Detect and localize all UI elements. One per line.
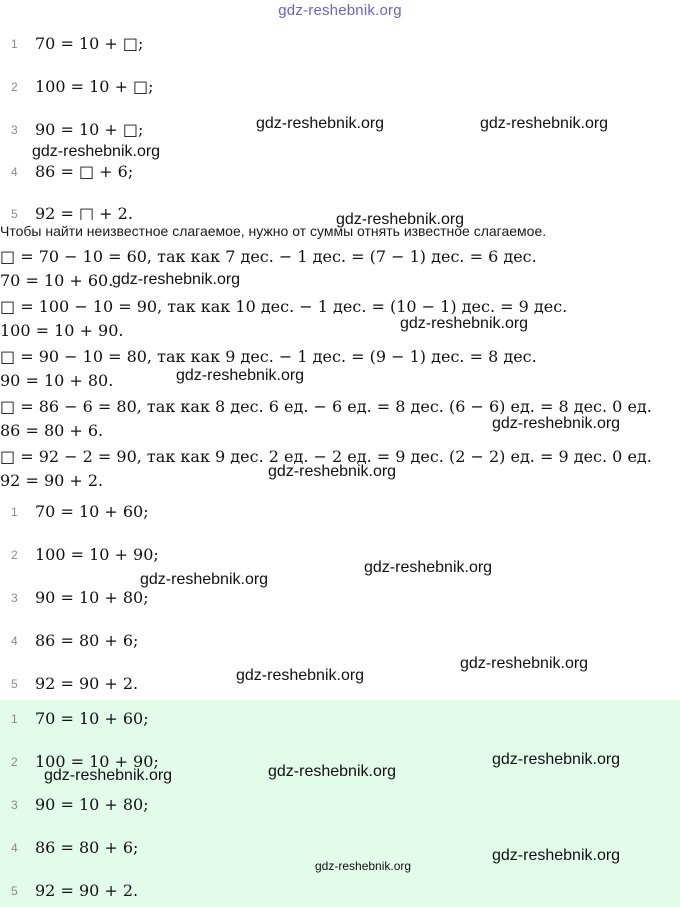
watermark: gdz-reshebnik.org [256,115,385,132]
answer-expression: 90 = 10 + 80; [35,795,149,814]
task-row [0,34,680,56]
task-row [0,162,680,184]
answer-row [0,502,680,524]
watermark: gdz-reshebnik.org [112,271,241,288]
header-watermark: gdz-reshebnik.org [278,2,402,19]
line-number: 5 [11,207,18,220]
watermark: gdz-reshebnik.org [315,859,412,873]
solution-line: □ = 70 − 10 = 60, так как 7 дес. − 1 дес. = (7 − 1) дес. = 6 дес. [0,247,537,266]
line-number: 5 [11,884,18,898]
line-number: 2 [11,755,18,769]
watermark: gdz-reshebnik.org [460,655,589,672]
watermark: gdz-reshebnik.org [44,767,173,784]
line-number: 3 [11,591,18,605]
watermark: gdz-reshebnik.org [268,463,397,480]
task-expression: 100 = 10 + □; [35,77,154,96]
answer-expression: 100 = 10 + 90; [35,545,159,564]
answer-expression: 92 = 90 + 2. [35,674,139,693]
task-expression: 70 = 10 + □; [35,34,144,53]
answer-expression: 70 = 10 + 60; [35,709,149,728]
watermark: gdz-reshebnik.org [492,751,621,768]
solution-line: 86 = 80 + 6. [0,421,104,440]
watermark: gdz-reshebnik.org [492,415,621,432]
task-expression: 92 = □ + 2. [35,204,133,220]
line-number: 4 [11,841,18,855]
answer-row [0,588,680,610]
line-number: 2 [11,80,18,94]
solution-line: □ = 100 − 10 = 90, так как 10 дес. − 1 дес. = (10 − 1) дес. = 9 дес. [0,297,568,316]
solution-line: 70 = 10 + 60. [0,271,114,290]
watermark: gdz-reshebnik.org [400,315,529,332]
watermark: gdz-reshebnik.org [236,667,365,684]
answer-row [0,545,680,567]
solution-line: 100 = 10 + 90. [0,321,124,340]
line-number: 1 [11,505,18,519]
answer-expression: 86 = 80 + 6; [35,631,139,650]
task-expression: 90 = 10 + □; [35,120,144,139]
watermark: gdz-reshebnik.org [336,211,465,228]
answer-expression: 92 = 90 + 2. [35,881,139,900]
watermark: gdz-reshebnik.org [364,559,493,576]
watermark: gdz-reshebnik.org [268,763,397,780]
line-number: 1 [11,712,18,726]
answer-expression: 86 = 80 + 6; [35,838,139,857]
watermark: gdz-reshebnik.org [140,571,269,588]
solution-line: 90 = 10 + 80. [0,371,114,390]
line-number: 5 [11,677,18,691]
watermark: gdz-reshebnik.org [32,143,161,160]
explanation-text: Чтобы найти неизвестное слагаемое, нужно от суммы отнять известное слагаемое. [0,223,547,239]
answer-expression: 90 = 10 + 80; [35,588,149,607]
solution-line: □ = 90 − 10 = 80, так как 9 дес. − 1 дес. = (9 − 1) дес. = 8 дес. [0,347,537,366]
solution-line: □ = 92 − 2 = 90, так как 9 дес. 2 ед. − 2 ед. = 9 дес. (2 − 2) ед. = 9 дес. 0 ед. [0,447,652,466]
highlighted-answer-row [0,709,680,731]
line-number: 4 [11,165,18,179]
line-number: 3 [11,123,18,137]
watermark: gdz-reshebnik.org [480,115,609,132]
highlighted-answer-row [0,881,680,903]
line-number: 3 [11,798,18,812]
watermark: gdz-reshebnik.org [492,847,621,864]
watermark: gdz-reshebnik.org [176,367,305,384]
line-number: 4 [11,634,18,648]
line-number: 1 [11,37,18,51]
answer-expression: 70 = 10 + 60; [35,502,149,521]
highlighted-answer-row [0,795,680,817]
answer-row [0,631,680,653]
solution-line: □ = 86 − 6 = 80, так как 8 дес. 6 ед. − 6 ед. = 8 дес. (6 − 6) ед. = 8 дес. 0 ед. [0,397,652,416]
solution-line: 92 = 90 + 2. [0,471,104,490]
task-expression: 86 = □ + 6; [35,162,134,181]
task-row [0,77,680,99]
answer-expression: 100 = 10 + 90; [35,752,159,771]
line-number: 2 [11,548,18,562]
